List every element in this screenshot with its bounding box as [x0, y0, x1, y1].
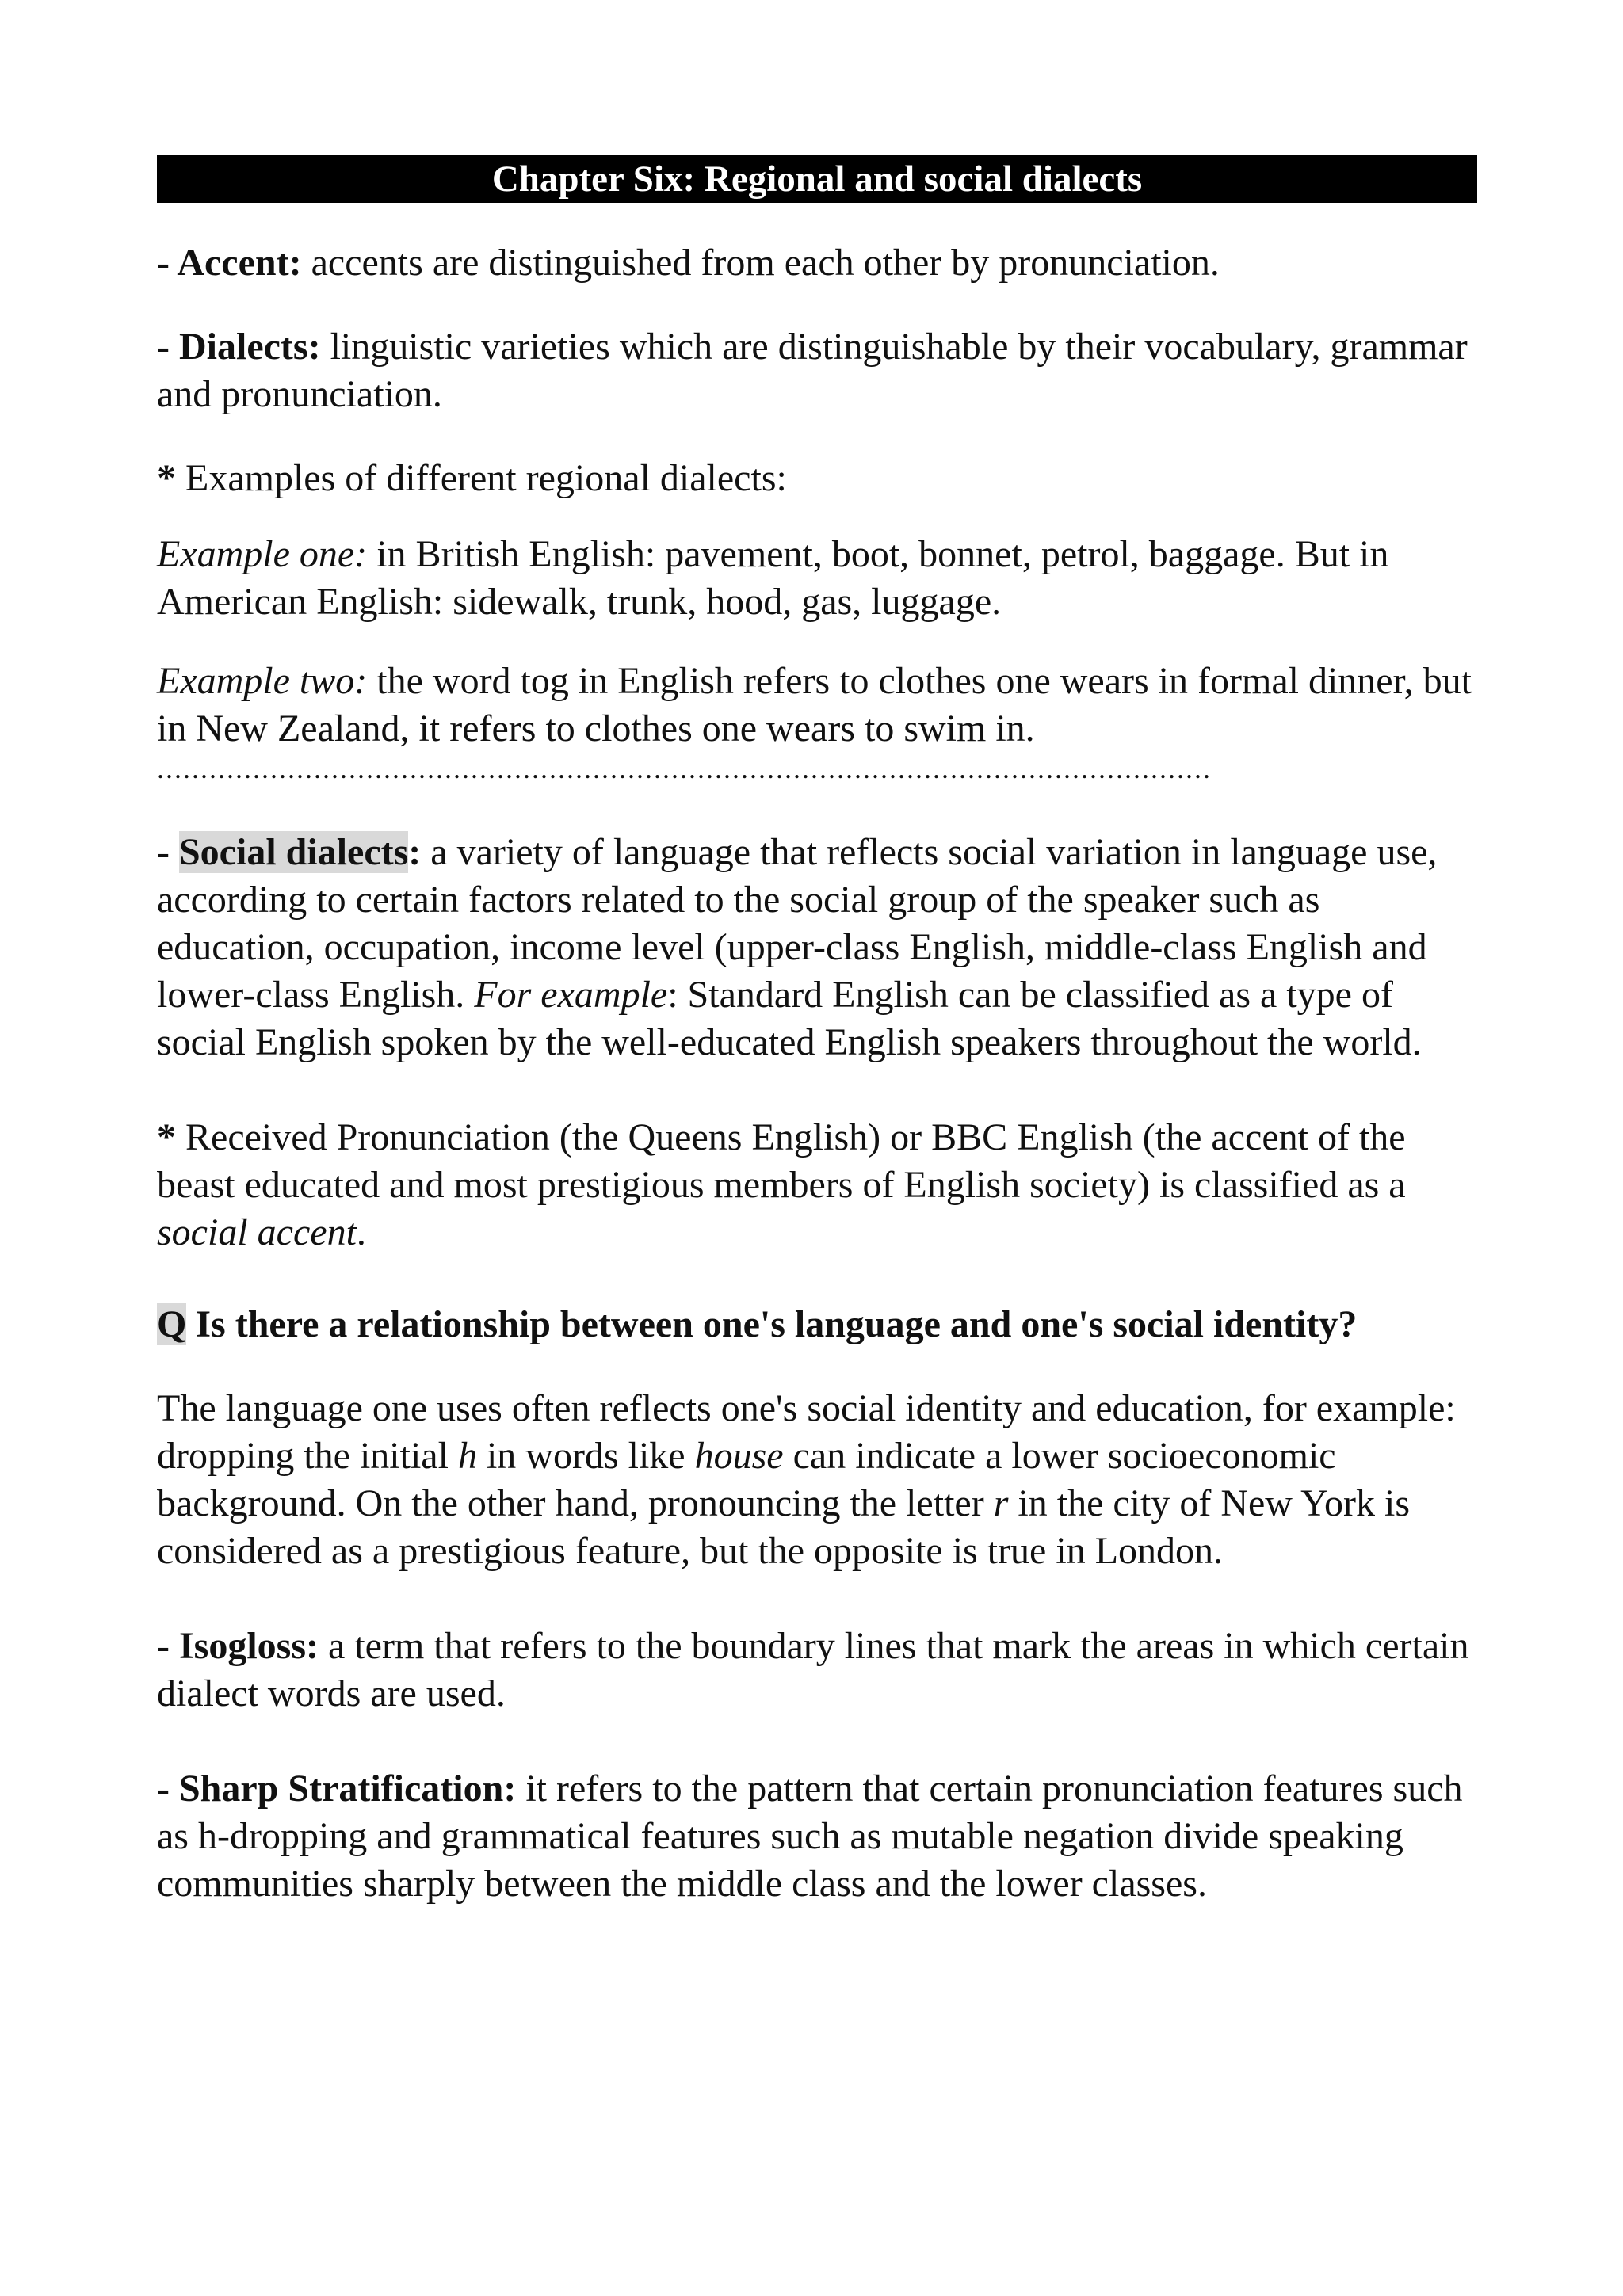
chapter-title: Chapter Six: Regional and social dialects: [157, 155, 1477, 203]
example-two-label: Example two:: [157, 660, 368, 702]
social-dialects-colon: :: [408, 831, 422, 873]
isogloss-text: a term that refers to the boundary lines that mark the areas in which certain dialect words are used.: [157, 1625, 1469, 1714]
dialects-text: linguistic varieties which are distinguishable by their vocabulary, grammar and pronunciation.: [157, 326, 1468, 415]
social-dialects-text-1: a variety of language that reflects social variation in language use, according to certain factors related to the social group of the speaker such as education, occupation, income level (upper-class English, middle-class English and lower-class English.: [157, 831, 1438, 1016]
document-page: [157, 155, 1477, 1908]
for-example-label: For example: [474, 974, 668, 1016]
regional-examples-heading-text: Examples of different regional dialects:: [176, 457, 787, 499]
example-one: [157, 531, 1477, 626]
example-one-text: in British English: pavement, boot, bonnet, petrol, baggage. But in American English: sidewalk, trunk, hood, gas, luggage.: [157, 533, 1389, 623]
dialects-term: - Dialects:: [157, 326, 321, 368]
regional-examples-heading: [157, 455, 1477, 502]
social-dialects-text-2: : Standard English can be classified as a type of social English spoken by the well-educated English speakers throughout the world.: [157, 974, 1422, 1063]
accent-term: - Accent:: [157, 242, 302, 284]
accent-definition: [157, 239, 1477, 287]
example-two-text: the word tog in English refers to clothes one wears in formal dinner, but in New Zealand, it refers to clothes one wears to swim in.: [157, 660, 1472, 749]
question: [157, 1301, 1477, 1348]
isogloss-definition: [157, 1623, 1477, 1718]
answer-text-4: in the city of New York is considered as a prestigious feature, but the opposite is true in London.: [157, 1482, 1411, 1572]
answer-text-3: can indicate a lower socioeconomic background. On the other hand, pronouncing the letter: [157, 1435, 1336, 1524]
dialects-definition: [157, 323, 1477, 418]
answer-house: house: [694, 1435, 784, 1477]
answer-paragraph: [157, 1385, 1477, 1575]
accent-text: accents are distinguished from each other by pronunciation.: [301, 242, 1220, 284]
sharp-stratification-term: - Sharp Stratification:: [157, 1768, 517, 1810]
sharp-stratification-definition: [157, 1765, 1477, 1908]
rp-text: Received Pronunciation (the Queens English) or BBC English (the accent of the beast educated and most prestigious members of English society) is classified as a: [157, 1116, 1406, 1206]
isogloss-term: - Isogloss:: [157, 1625, 319, 1667]
example-one-label: Example one:: [157, 533, 368, 575]
bullet-star: *: [157, 457, 176, 499]
dotted-separator: .........................................................................................................................: [157, 753, 1212, 784]
rp-star: *: [157, 1116, 176, 1158]
question-marker: Q: [157, 1303, 187, 1345]
answer-h: h: [457, 1435, 477, 1477]
social-dialects-definition: [157, 829, 1477, 1066]
rp-social-accent: social accent: [157, 1211, 357, 1253]
answer-r: r: [993, 1482, 1009, 1524]
sharp-stratification-text: it refers to the pattern that certain pronunciation features such as h-dropping and grammatical features such as mutable negation divide speaking communities sharply between the middle class and the lower classes.: [157, 1768, 1463, 1905]
answer-text-2: in words like: [476, 1435, 695, 1477]
answer-text-1: The language one uses often reflects one's social identity and education, for example: dropping the initial: [157, 1387, 1456, 1477]
received-pronunciation: [157, 1114, 1477, 1257]
example-two: [157, 658, 1477, 753]
rp-end: .: [356, 1211, 366, 1253]
question-text: Is there a relationship between one's language and one's social identity?: [186, 1303, 1358, 1345]
social-dialects-term: Social dialects: [178, 831, 409, 873]
social-dialects-dash: -: [157, 831, 179, 873]
